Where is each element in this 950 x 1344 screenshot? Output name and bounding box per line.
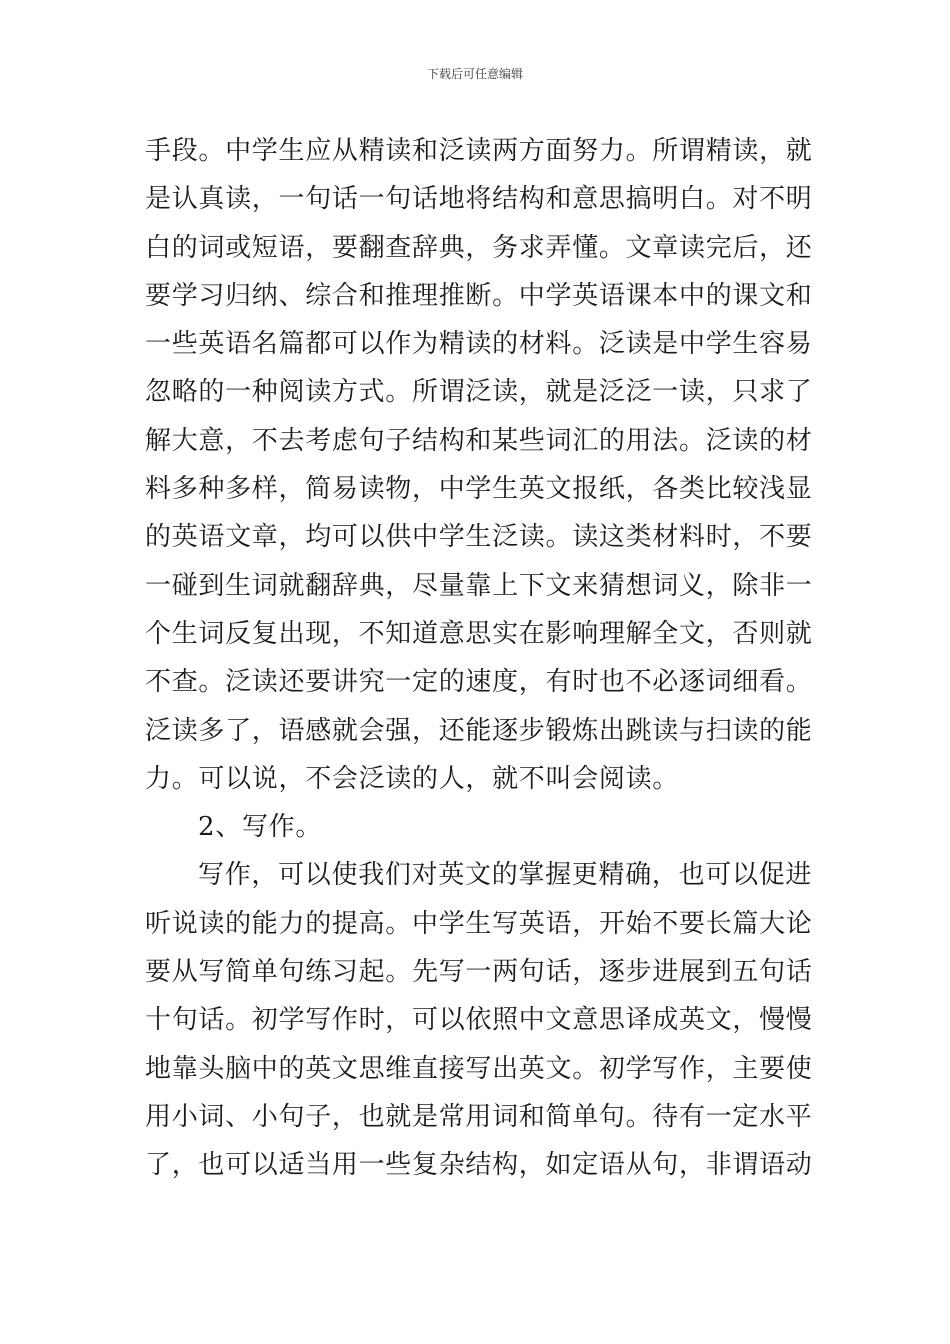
text-line: 听说读的能力的提高。中学生写英语，开始不要长篇大论: [145, 908, 813, 939]
section-heading: 2、写作。: [198, 812, 323, 843]
text-line: 要学习归纳、综合和推理推断。中学英语课本中的课文和: [145, 280, 813, 311]
text-line: 写作，可以使我们对英文的掌握更精确，也可以促进: [198, 860, 813, 891]
text-line: 要从写简单句练习起。先写一两句话，逐步进展到五句话: [145, 957, 813, 988]
text-line: 料多种多样，简易读物，中学生英文报纸，各类比较浅显: [145, 474, 813, 505]
text-line: 手段。中学生应从精读和泛读两方面努力。所谓精读，就: [145, 136, 813, 166]
text-line: 忽略的一种阅读方式。所谓泛读，就是泛泛一读，只求了: [145, 377, 813, 408]
text-line: 一碰到生词就翻辞典，尽量靠上下文来猜想词义，除非一: [145, 570, 813, 601]
document-body: [145, 127, 813, 1190]
text-line: 个生词反复出现，不知道意思实在影响理解全文，否则就: [145, 618, 813, 649]
text-line: 的英语文章，均可以供中学生泛读。读这类材料时，不要: [145, 522, 813, 553]
text-line: 解大意，不去考虑句子结构和某些词汇的用法。泛读的材: [145, 425, 813, 456]
page-header: 下载后可任意编辑: [426, 67, 523, 81]
text-line: 十句话。初学写作时，可以依照中文意思译成英文，慢慢: [145, 1005, 813, 1036]
text-line: 不查。泛读还要讲究一定的速度，有时也不必逐词细看。: [145, 667, 813, 698]
text-line: 了，也可以适当用一些复杂结构，如定语从句，非谓语动: [145, 1150, 813, 1181]
text-line: 力。可以说，不会泛读的人，就不叫会阅读。: [145, 763, 680, 794]
text-line: 是认真读，一句话一句话地将结构和意思搞明白。对不明: [145, 184, 813, 215]
text-line: 泛读多了，语感就会强，还能逐步锻炼出跳读与扫读的能: [145, 715, 813, 746]
text-line: 一些英语名篇都可以作为精读的材料。泛读是中学生容易: [145, 329, 813, 360]
text-line: 白的词或短语，要翻查辞典，务求弄懂。文章读完后，还: [145, 232, 813, 263]
text-line: 用小词、小句子，也就是常用词和简单句。待有一定水平: [145, 1101, 813, 1132]
text-line: 地靠头脑中的英文思维直接写出英文。初学写作，主要使: [145, 1053, 813, 1084]
